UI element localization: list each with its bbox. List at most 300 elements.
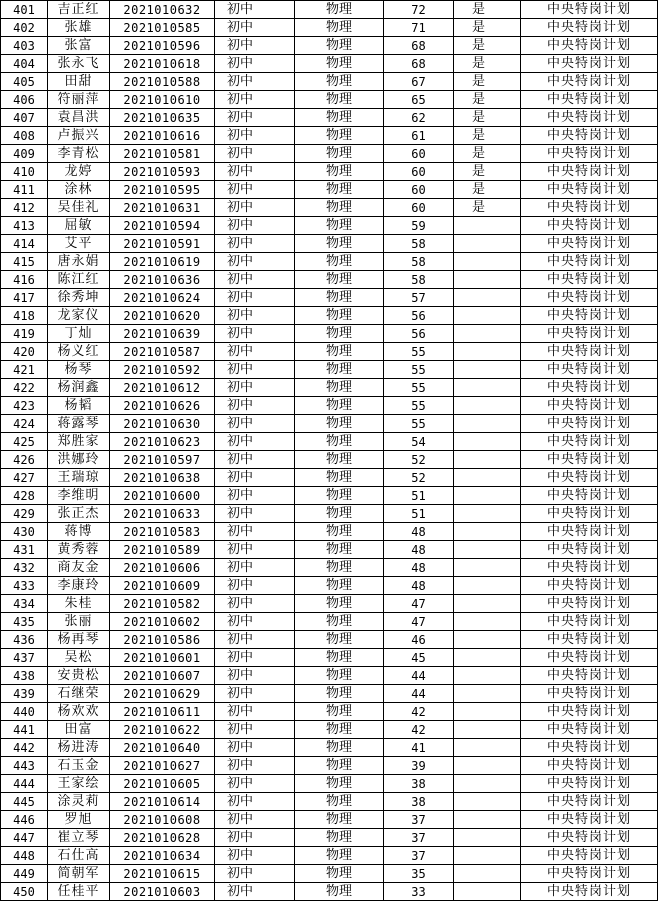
subject-cell: 物理 bbox=[295, 613, 384, 631]
score-cell: 37 bbox=[384, 829, 454, 847]
school-stage-cell: 初中 bbox=[215, 397, 295, 415]
row-number-cell: 435 bbox=[1, 613, 48, 631]
name-cell: 李维明 bbox=[48, 487, 110, 505]
plan-cell: 中央特岗计划 bbox=[521, 163, 658, 181]
school-stage-cell: 初中 bbox=[215, 181, 295, 199]
table-row bbox=[1, 55, 658, 73]
exam-id-cell: 2021010596 bbox=[110, 37, 215, 55]
school-stage-cell: 初中 bbox=[215, 811, 295, 829]
subject-cell: 物理 bbox=[295, 199, 384, 217]
school-stage-cell: 初中 bbox=[215, 595, 295, 613]
subject-cell: 物理 bbox=[295, 523, 384, 541]
table-row bbox=[1, 397, 658, 415]
score-cell: 61 bbox=[384, 127, 454, 145]
plan-cell: 中央特岗计划 bbox=[521, 523, 658, 541]
exam-id-cell: 2021010620 bbox=[110, 307, 215, 325]
plan-cell: 中央特岗计划 bbox=[521, 487, 658, 505]
table-row bbox=[1, 721, 658, 739]
plan-cell: 中央特岗计划 bbox=[521, 343, 658, 361]
row-number-cell: 408 bbox=[1, 127, 48, 145]
row-number-cell: 429 bbox=[1, 505, 48, 523]
name-cell: 涂林 bbox=[48, 181, 110, 199]
school-stage-cell: 初中 bbox=[215, 55, 295, 73]
row-number-cell: 443 bbox=[1, 757, 48, 775]
name-cell: 杨琴 bbox=[48, 361, 110, 379]
score-cell: 41 bbox=[384, 739, 454, 757]
table-row bbox=[1, 415, 658, 433]
exam-id-cell: 2021010582 bbox=[110, 595, 215, 613]
score-cell: 58 bbox=[384, 271, 454, 289]
name-cell: 徐秀坤 bbox=[48, 289, 110, 307]
score-cell: 57 bbox=[384, 289, 454, 307]
qualified-cell bbox=[454, 451, 521, 469]
plan-cell: 中央特岗计划 bbox=[521, 433, 658, 451]
exam-id-cell: 2021010612 bbox=[110, 379, 215, 397]
school-stage-cell: 初中 bbox=[215, 577, 295, 595]
plan-cell: 中央特岗计划 bbox=[521, 505, 658, 523]
score-cell: 44 bbox=[384, 667, 454, 685]
name-cell: 张雄 bbox=[48, 19, 110, 37]
row-number-cell: 428 bbox=[1, 487, 48, 505]
exam-id-cell: 2021010611 bbox=[110, 703, 215, 721]
subject-cell: 物理 bbox=[295, 451, 384, 469]
score-cell: 72 bbox=[384, 1, 454, 19]
exam-id-cell: 2021010636 bbox=[110, 271, 215, 289]
table-row bbox=[1, 325, 658, 343]
subject-cell: 物理 bbox=[295, 1, 384, 19]
row-number-cell: 448 bbox=[1, 847, 48, 865]
score-cell: 35 bbox=[384, 865, 454, 883]
table-row bbox=[1, 487, 658, 505]
name-cell: 陈江红 bbox=[48, 271, 110, 289]
school-stage-cell: 初中 bbox=[215, 271, 295, 289]
subject-cell: 物理 bbox=[295, 649, 384, 667]
table-row bbox=[1, 307, 658, 325]
score-cell: 38 bbox=[384, 793, 454, 811]
qualified-cell bbox=[454, 595, 521, 613]
exam-id-cell: 2021010588 bbox=[110, 73, 215, 91]
qualified-cell bbox=[454, 415, 521, 433]
table-row bbox=[1, 145, 658, 163]
row-number-cell: 427 bbox=[1, 469, 48, 487]
row-number-cell: 414 bbox=[1, 235, 48, 253]
row-number-cell: 444 bbox=[1, 775, 48, 793]
score-cell: 58 bbox=[384, 253, 454, 271]
subject-cell: 物理 bbox=[295, 73, 384, 91]
row-number-cell: 406 bbox=[1, 91, 48, 109]
name-cell: 屈敏 bbox=[48, 217, 110, 235]
name-cell: 张正杰 bbox=[48, 505, 110, 523]
name-cell: 郑胜家 bbox=[48, 433, 110, 451]
score-cell: 48 bbox=[384, 523, 454, 541]
exam-id-cell: 2021010593 bbox=[110, 163, 215, 181]
name-cell: 杨再琴 bbox=[48, 631, 110, 649]
name-cell: 唐永娟 bbox=[48, 253, 110, 271]
school-stage-cell: 初中 bbox=[215, 469, 295, 487]
exam-id-cell: 2021010630 bbox=[110, 415, 215, 433]
plan-cell: 中央特岗计划 bbox=[521, 145, 658, 163]
subject-cell: 物理 bbox=[295, 433, 384, 451]
name-cell: 李青松 bbox=[48, 145, 110, 163]
school-stage-cell: 初中 bbox=[215, 649, 295, 667]
subject-cell: 物理 bbox=[295, 379, 384, 397]
plan-cell: 中央特岗计划 bbox=[521, 19, 658, 37]
plan-cell: 中央特岗计划 bbox=[521, 469, 658, 487]
qualified-cell: 是 bbox=[454, 55, 521, 73]
plan-cell: 中央特岗计划 bbox=[521, 37, 658, 55]
table-row bbox=[1, 829, 658, 847]
qualified-cell bbox=[454, 865, 521, 883]
subject-cell: 物理 bbox=[295, 703, 384, 721]
plan-cell: 中央特岗计划 bbox=[521, 757, 658, 775]
school-stage-cell: 初中 bbox=[215, 433, 295, 451]
row-number-cell: 419 bbox=[1, 325, 48, 343]
qualified-cell: 是 bbox=[454, 181, 521, 199]
score-cell: 68 bbox=[384, 37, 454, 55]
school-stage-cell: 初中 bbox=[215, 847, 295, 865]
plan-cell: 中央特岗计划 bbox=[521, 595, 658, 613]
school-stage-cell: 初中 bbox=[215, 253, 295, 271]
subject-cell: 物理 bbox=[295, 37, 384, 55]
table-row bbox=[1, 127, 658, 145]
name-cell: 王家绘 bbox=[48, 775, 110, 793]
subject-cell: 物理 bbox=[295, 19, 384, 37]
table-row bbox=[1, 847, 658, 865]
name-cell: 任桂平 bbox=[48, 883, 110, 901]
table-row bbox=[1, 361, 658, 379]
name-cell: 张永飞 bbox=[48, 55, 110, 73]
qualified-cell: 是 bbox=[454, 1, 521, 19]
plan-cell: 中央特岗计划 bbox=[521, 379, 658, 397]
plan-cell: 中央特岗计划 bbox=[521, 667, 658, 685]
subject-cell: 物理 bbox=[295, 775, 384, 793]
name-cell: 丁灿 bbox=[48, 325, 110, 343]
school-stage-cell: 初中 bbox=[215, 883, 295, 901]
school-stage-cell: 初中 bbox=[215, 613, 295, 631]
plan-cell: 中央特岗计划 bbox=[521, 811, 658, 829]
score-cell: 47 bbox=[384, 613, 454, 631]
qualified-cell bbox=[454, 253, 521, 271]
plan-cell: 中央特岗计划 bbox=[521, 451, 658, 469]
row-number-cell: 424 bbox=[1, 415, 48, 433]
table-row bbox=[1, 505, 658, 523]
exam-id-cell: 2021010594 bbox=[110, 217, 215, 235]
exam-id-cell: 2021010601 bbox=[110, 649, 215, 667]
table-row bbox=[1, 379, 658, 397]
score-cell: 37 bbox=[384, 847, 454, 865]
name-cell: 蒋露琴 bbox=[48, 415, 110, 433]
row-number-cell: 422 bbox=[1, 379, 48, 397]
exam-id-cell: 2021010615 bbox=[110, 865, 215, 883]
score-cell: 54 bbox=[384, 433, 454, 451]
row-number-cell: 411 bbox=[1, 181, 48, 199]
subject-cell: 物理 bbox=[295, 487, 384, 505]
school-stage-cell: 初中 bbox=[215, 1, 295, 19]
qualified-cell bbox=[454, 649, 521, 667]
score-cell: 51 bbox=[384, 505, 454, 523]
school-stage-cell: 初中 bbox=[215, 325, 295, 343]
plan-cell: 中央特岗计划 bbox=[521, 181, 658, 199]
exam-id-cell: 2021010597 bbox=[110, 451, 215, 469]
subject-cell: 物理 bbox=[295, 109, 384, 127]
exam-id-cell: 2021010635 bbox=[110, 109, 215, 127]
name-cell: 石继荣 bbox=[48, 685, 110, 703]
plan-cell: 中央特岗计划 bbox=[521, 631, 658, 649]
qualified-cell bbox=[454, 523, 521, 541]
table-row bbox=[1, 469, 658, 487]
name-cell: 涂灵莉 bbox=[48, 793, 110, 811]
exam-id-cell: 2021010583 bbox=[110, 523, 215, 541]
school-stage-cell: 初中 bbox=[215, 703, 295, 721]
row-number-cell: 402 bbox=[1, 19, 48, 37]
plan-cell: 中央特岗计划 bbox=[521, 199, 658, 217]
plan-cell: 中央特岗计划 bbox=[521, 415, 658, 433]
school-stage-cell: 初中 bbox=[215, 757, 295, 775]
subject-cell: 物理 bbox=[295, 235, 384, 253]
subject-cell: 物理 bbox=[295, 577, 384, 595]
plan-cell: 中央特岗计划 bbox=[521, 397, 658, 415]
table-row bbox=[1, 541, 658, 559]
row-number-cell: 433 bbox=[1, 577, 48, 595]
subject-cell: 物理 bbox=[295, 505, 384, 523]
school-stage-cell: 初中 bbox=[215, 793, 295, 811]
name-cell: 李康玲 bbox=[48, 577, 110, 595]
name-cell: 田富 bbox=[48, 721, 110, 739]
score-cell: 59 bbox=[384, 217, 454, 235]
subject-cell: 物理 bbox=[295, 271, 384, 289]
school-stage-cell: 初中 bbox=[215, 307, 295, 325]
name-cell: 杨润鑫 bbox=[48, 379, 110, 397]
row-number-cell: 441 bbox=[1, 721, 48, 739]
exam-id-cell: 2021010619 bbox=[110, 253, 215, 271]
row-number-cell: 410 bbox=[1, 163, 48, 181]
subject-cell: 物理 bbox=[295, 829, 384, 847]
qualified-cell bbox=[454, 487, 521, 505]
school-stage-cell: 初中 bbox=[215, 631, 295, 649]
row-number-cell: 415 bbox=[1, 253, 48, 271]
score-cell: 65 bbox=[384, 91, 454, 109]
table-row bbox=[1, 613, 658, 631]
table-row bbox=[1, 595, 658, 613]
score-cell: 46 bbox=[384, 631, 454, 649]
exam-id-cell: 2021010638 bbox=[110, 469, 215, 487]
school-stage-cell: 初中 bbox=[215, 343, 295, 361]
plan-cell: 中央特岗计划 bbox=[521, 361, 658, 379]
exam-id-cell: 2021010586 bbox=[110, 631, 215, 649]
subject-cell: 物理 bbox=[295, 595, 384, 613]
school-stage-cell: 初中 bbox=[215, 487, 295, 505]
score-cell: 55 bbox=[384, 379, 454, 397]
school-stage-cell: 初中 bbox=[215, 379, 295, 397]
row-number-cell: 436 bbox=[1, 631, 48, 649]
row-number-cell: 403 bbox=[1, 37, 48, 55]
qualified-cell bbox=[454, 505, 521, 523]
name-cell: 杨欢欢 bbox=[48, 703, 110, 721]
exam-id-cell: 2021010624 bbox=[110, 289, 215, 307]
qualified-cell bbox=[454, 379, 521, 397]
row-number-cell: 420 bbox=[1, 343, 48, 361]
exam-id-cell: 2021010587 bbox=[110, 343, 215, 361]
row-number-cell: 405 bbox=[1, 73, 48, 91]
subject-cell: 物理 bbox=[295, 559, 384, 577]
subject-cell: 物理 bbox=[295, 127, 384, 145]
subject-cell: 物理 bbox=[295, 361, 384, 379]
name-cell: 吴佳礼 bbox=[48, 199, 110, 217]
plan-cell: 中央特岗计划 bbox=[521, 541, 658, 559]
plan-cell: 中央特岗计划 bbox=[521, 307, 658, 325]
score-cell: 37 bbox=[384, 811, 454, 829]
score-cell: 52 bbox=[384, 451, 454, 469]
score-cell: 67 bbox=[384, 73, 454, 91]
plan-cell: 中央特岗计划 bbox=[521, 775, 658, 793]
qualified-cell bbox=[454, 307, 521, 325]
table-row bbox=[1, 19, 658, 37]
school-stage-cell: 初中 bbox=[215, 145, 295, 163]
plan-cell: 中央特岗计划 bbox=[521, 649, 658, 667]
subject-cell: 物理 bbox=[295, 847, 384, 865]
name-cell: 卢振兴 bbox=[48, 127, 110, 145]
qualified-cell bbox=[454, 541, 521, 559]
plan-cell: 中央特岗计划 bbox=[521, 325, 658, 343]
qualified-cell bbox=[454, 289, 521, 307]
table-row bbox=[1, 451, 658, 469]
plan-cell: 中央特岗计划 bbox=[521, 577, 658, 595]
name-cell: 王瑞琼 bbox=[48, 469, 110, 487]
table-row bbox=[1, 685, 658, 703]
exam-id-cell: 2021010591 bbox=[110, 235, 215, 253]
qualified-cell: 是 bbox=[454, 127, 521, 145]
subject-cell: 物理 bbox=[295, 631, 384, 649]
row-number-cell: 447 bbox=[1, 829, 48, 847]
name-cell: 洪娜玲 bbox=[48, 451, 110, 469]
qualified-cell bbox=[454, 775, 521, 793]
table-row bbox=[1, 883, 658, 901]
score-cell: 58 bbox=[384, 235, 454, 253]
qualified-cell bbox=[454, 847, 521, 865]
subject-cell: 物理 bbox=[295, 91, 384, 109]
table-row bbox=[1, 811, 658, 829]
score-cell: 52 bbox=[384, 469, 454, 487]
school-stage-cell: 初中 bbox=[215, 37, 295, 55]
score-cell: 42 bbox=[384, 721, 454, 739]
plan-cell: 中央特岗计划 bbox=[521, 109, 658, 127]
school-stage-cell: 初中 bbox=[215, 361, 295, 379]
exam-id-cell: 2021010628 bbox=[110, 829, 215, 847]
school-stage-cell: 初中 bbox=[215, 559, 295, 577]
qualified-cell: 是 bbox=[454, 109, 521, 127]
exam-id-cell: 2021010607 bbox=[110, 667, 215, 685]
qualified-cell bbox=[454, 325, 521, 343]
qualified-cell bbox=[454, 739, 521, 757]
exam-id-cell: 2021010632 bbox=[110, 1, 215, 19]
row-number-cell: 407 bbox=[1, 109, 48, 127]
table-row bbox=[1, 253, 658, 271]
name-cell: 袁昌洪 bbox=[48, 109, 110, 127]
table-row bbox=[1, 109, 658, 127]
score-cell: 68 bbox=[384, 55, 454, 73]
exam-id-cell: 2021010600 bbox=[110, 487, 215, 505]
qualified-cell bbox=[454, 811, 521, 829]
name-cell: 张丽 bbox=[48, 613, 110, 631]
score-cell: 44 bbox=[384, 685, 454, 703]
exam-id-cell: 2021010592 bbox=[110, 361, 215, 379]
row-number-cell: 413 bbox=[1, 217, 48, 235]
name-cell: 蒋博 bbox=[48, 523, 110, 541]
qualified-cell: 是 bbox=[454, 73, 521, 91]
qualified-cell bbox=[454, 271, 521, 289]
table-row bbox=[1, 181, 658, 199]
qualified-cell bbox=[454, 235, 521, 253]
name-cell: 简朝军 bbox=[48, 865, 110, 883]
exam-id-cell: 2021010639 bbox=[110, 325, 215, 343]
score-cell: 39 bbox=[384, 757, 454, 775]
row-number-cell: 417 bbox=[1, 289, 48, 307]
plan-cell: 中央特岗计划 bbox=[521, 1, 658, 19]
qualified-cell bbox=[454, 613, 521, 631]
plan-cell: 中央特岗计划 bbox=[521, 559, 658, 577]
row-number-cell: 446 bbox=[1, 811, 48, 829]
subject-cell: 物理 bbox=[295, 811, 384, 829]
table-body bbox=[1, 1, 658, 901]
row-number-cell: 431 bbox=[1, 541, 48, 559]
score-cell: 33 bbox=[384, 883, 454, 901]
table-row bbox=[1, 757, 658, 775]
school-stage-cell: 初中 bbox=[215, 415, 295, 433]
school-stage-cell: 初中 bbox=[215, 73, 295, 91]
name-cell: 杨韬 bbox=[48, 397, 110, 415]
exam-id-cell: 2021010631 bbox=[110, 199, 215, 217]
school-stage-cell: 初中 bbox=[215, 667, 295, 685]
exam-id-cell: 2021010602 bbox=[110, 613, 215, 631]
name-cell: 石玉金 bbox=[48, 757, 110, 775]
row-number-cell: 445 bbox=[1, 793, 48, 811]
qualified-cell bbox=[454, 631, 521, 649]
name-cell: 吴松 bbox=[48, 649, 110, 667]
exam-id-cell: 2021010603 bbox=[110, 883, 215, 901]
name-cell: 黄秀蓉 bbox=[48, 541, 110, 559]
plan-cell: 中央特岗计划 bbox=[521, 865, 658, 883]
row-number-cell: 426 bbox=[1, 451, 48, 469]
exam-id-cell: 2021010618 bbox=[110, 55, 215, 73]
qualified-cell bbox=[454, 793, 521, 811]
score-cell: 71 bbox=[384, 19, 454, 37]
name-cell: 龙婷 bbox=[48, 163, 110, 181]
subject-cell: 物理 bbox=[295, 685, 384, 703]
school-stage-cell: 初中 bbox=[215, 199, 295, 217]
score-cell: 55 bbox=[384, 343, 454, 361]
score-cell: 60 bbox=[384, 181, 454, 199]
plan-cell: 中央特岗计划 bbox=[521, 289, 658, 307]
plan-cell: 中央特岗计划 bbox=[521, 55, 658, 73]
table-row bbox=[1, 649, 658, 667]
subject-cell: 物理 bbox=[295, 865, 384, 883]
name-cell: 符丽萍 bbox=[48, 91, 110, 109]
plan-cell: 中央特岗计划 bbox=[521, 271, 658, 289]
exam-id-cell: 2021010622 bbox=[110, 721, 215, 739]
table-row bbox=[1, 559, 658, 577]
score-cell: 55 bbox=[384, 361, 454, 379]
score-cell: 55 bbox=[384, 415, 454, 433]
table-row bbox=[1, 271, 658, 289]
exam-id-cell: 2021010581 bbox=[110, 145, 215, 163]
school-stage-cell: 初中 bbox=[215, 127, 295, 145]
subject-cell: 物理 bbox=[295, 415, 384, 433]
qualified-cell bbox=[454, 433, 521, 451]
table-row bbox=[1, 37, 658, 55]
exam-id-cell: 2021010610 bbox=[110, 91, 215, 109]
school-stage-cell: 初中 bbox=[215, 289, 295, 307]
table-row bbox=[1, 739, 658, 757]
